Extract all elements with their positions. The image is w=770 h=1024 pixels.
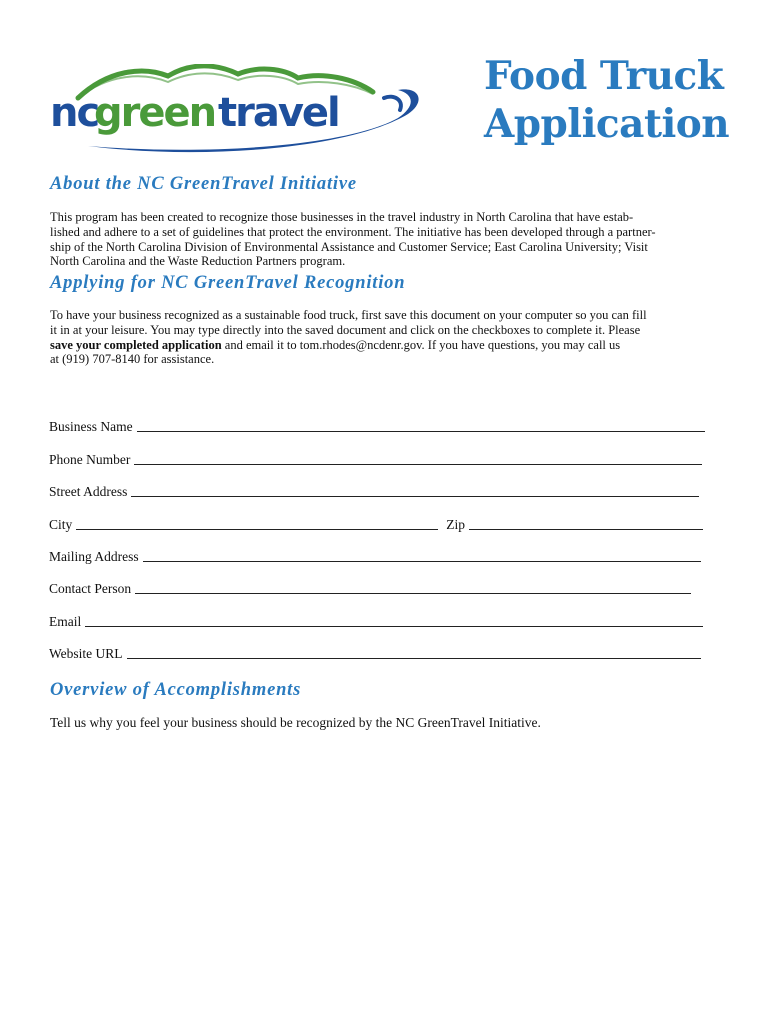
about-line-3: ship of the North Carolina Division of Environmental Assistance and Customer Service; East Carolina University; Visit xyxy=(50,239,648,254)
website-url-field[interactable] xyxy=(127,645,701,659)
about-heading: About the NC GreenTravel Initiative xyxy=(50,174,357,194)
applying-paragraph xyxy=(50,308,718,367)
business-name-label: Business Name xyxy=(49,419,133,434)
svg-text:nc: nc xyxy=(50,90,99,136)
email-instruction: and email it to tom.rhodes@ncdenr.gov. If you have questions, you may call us xyxy=(221,337,621,352)
title-line-1: Food Truck xyxy=(484,53,724,99)
applying-heading: Applying for NC GreenTravel Recognition xyxy=(50,273,406,293)
email-label: Email xyxy=(49,614,82,629)
street-address-row xyxy=(49,482,699,500)
street-address-label: Street Address xyxy=(49,484,128,499)
applying-line-1: To have your business recognized as a sustainable food truck, first save this document on your computer so you can fill xyxy=(50,308,647,322)
zip-label: Zip xyxy=(446,517,466,532)
phone-number-label: Phone Number xyxy=(49,452,131,467)
svg-text:green: green xyxy=(94,90,216,136)
contact-person-field[interactable] xyxy=(135,580,691,594)
business-name-row xyxy=(49,417,705,435)
mailing-address-field[interactable] xyxy=(143,548,701,562)
city-label: City xyxy=(49,517,73,532)
save-instruction-bold: save your completed application xyxy=(50,337,222,352)
website-url-row xyxy=(49,644,701,662)
applying-line-3 xyxy=(50,338,718,353)
street-address-field[interactable] xyxy=(131,483,699,497)
zip-field[interactable] xyxy=(469,516,703,530)
email-field[interactable] xyxy=(85,613,703,627)
phone-number-row xyxy=(49,450,702,468)
ncgreentravel-logo xyxy=(48,64,428,156)
overview-intro: Tell us why you feel your business should be recognized by the NC GreenTravel Initiative. xyxy=(50,715,541,730)
title-line-2: Application xyxy=(484,101,730,147)
applying-line-4: at (919) 707-8140 for assistance. xyxy=(50,352,215,367)
about-line-4: North Carolina and the Waste Reduction Partners program. xyxy=(50,254,346,269)
about-line-2: lished and adhere to a set of guidelines that protect the environment. The initiative has been developed through a partner- xyxy=(50,224,656,239)
mailing-address-label: Mailing Address xyxy=(49,549,139,564)
city-field[interactable] xyxy=(76,516,438,530)
business-name-field[interactable] xyxy=(137,418,705,432)
about-line-1: This program has been created to recognize those businesses in the travel industry in North Carolina that have estab- xyxy=(50,210,634,224)
contact-person-label: Contact Person xyxy=(49,581,132,596)
document-title xyxy=(484,52,754,148)
overview-heading: Overview of Accomplishments xyxy=(50,680,302,700)
city-zip-row xyxy=(49,515,703,533)
mailing-address-row xyxy=(49,547,701,565)
about-paragraph xyxy=(50,210,718,269)
contact-person-row xyxy=(49,579,691,597)
email-row xyxy=(49,612,703,630)
website-url-label: Website URL xyxy=(49,646,123,661)
phone-number-field[interactable] xyxy=(134,451,702,465)
svg-text:travel: travel xyxy=(218,90,339,136)
applying-line-2: it in at your leisure. You may type directly into the saved document and click on the checkboxes to complete it. Please xyxy=(50,322,641,337)
